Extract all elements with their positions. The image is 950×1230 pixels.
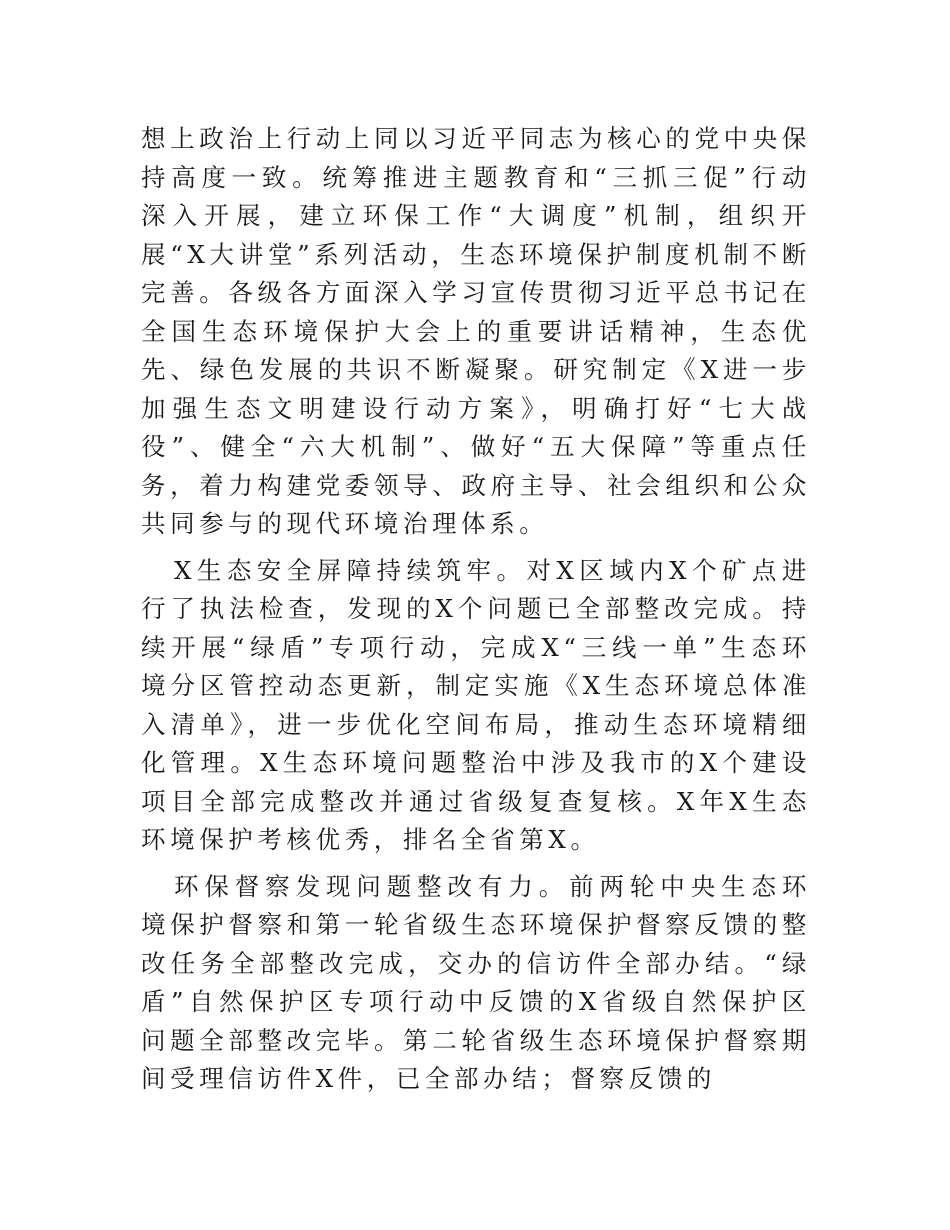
body-text — [141, 120, 811, 1107]
paragraph-inspection-rectification: 环保督察发现问题整改有力。前两轮中央生态环境保护督察和第一轮省级生态环境保护督察反馈的整改任务全部整改完成，交办的信访件全部办结。“绿盾”自然保护区专项行动中反馈的X省级自然保护区问题全部整改完毕。第二轮省级生态环境保护督察期间受理信访件X件，已全部办结；督察反馈的 — [141, 871, 811, 1093]
paragraph-ecological-barrier: X生态安全屏障持续筑牢。对X区域内X个矿点进行了执法检查，发现的X个问题已全部整改完成。持续开展“绿盾”专项行动，完成X“三线一单”生态环境分区管控动态更新，制定实施《X生态环境总体准入清单》，进一步优化空间布局，推动生态环境精细化管理。X生态环境问题整治中涉及我市的X个建设项目全部完成整改并通过省级复查复核。X年X生态环境保护考核优秀，排名全省第X。 — [141, 555, 811, 854]
paragraph-continuation: 想上政治上行动上同以习近平同志为核心的党中央保持高度一致。统筹推进主题教育和“三抓三促”行动深入开展，建立环保工作“大调度”机制，组织开展“X大讲堂”系列活动，生态环境保护制度机制不断完善。各级各方面深入学习宣传贯彻习近平总书记在全国生态环境保护大会上的重要讲话精神，生态优先、绿色发展的共识不断凝聚。研究制定《X进一步加强生态文明建设行动方案》，明确打好“七大战役”、健全“六大机制”、做好“五大保障”等重点任务，着力构建党委领导、政府主导、社会组织和公众共同参与的现代环境治理体系。 — [141, 124, 811, 538]
